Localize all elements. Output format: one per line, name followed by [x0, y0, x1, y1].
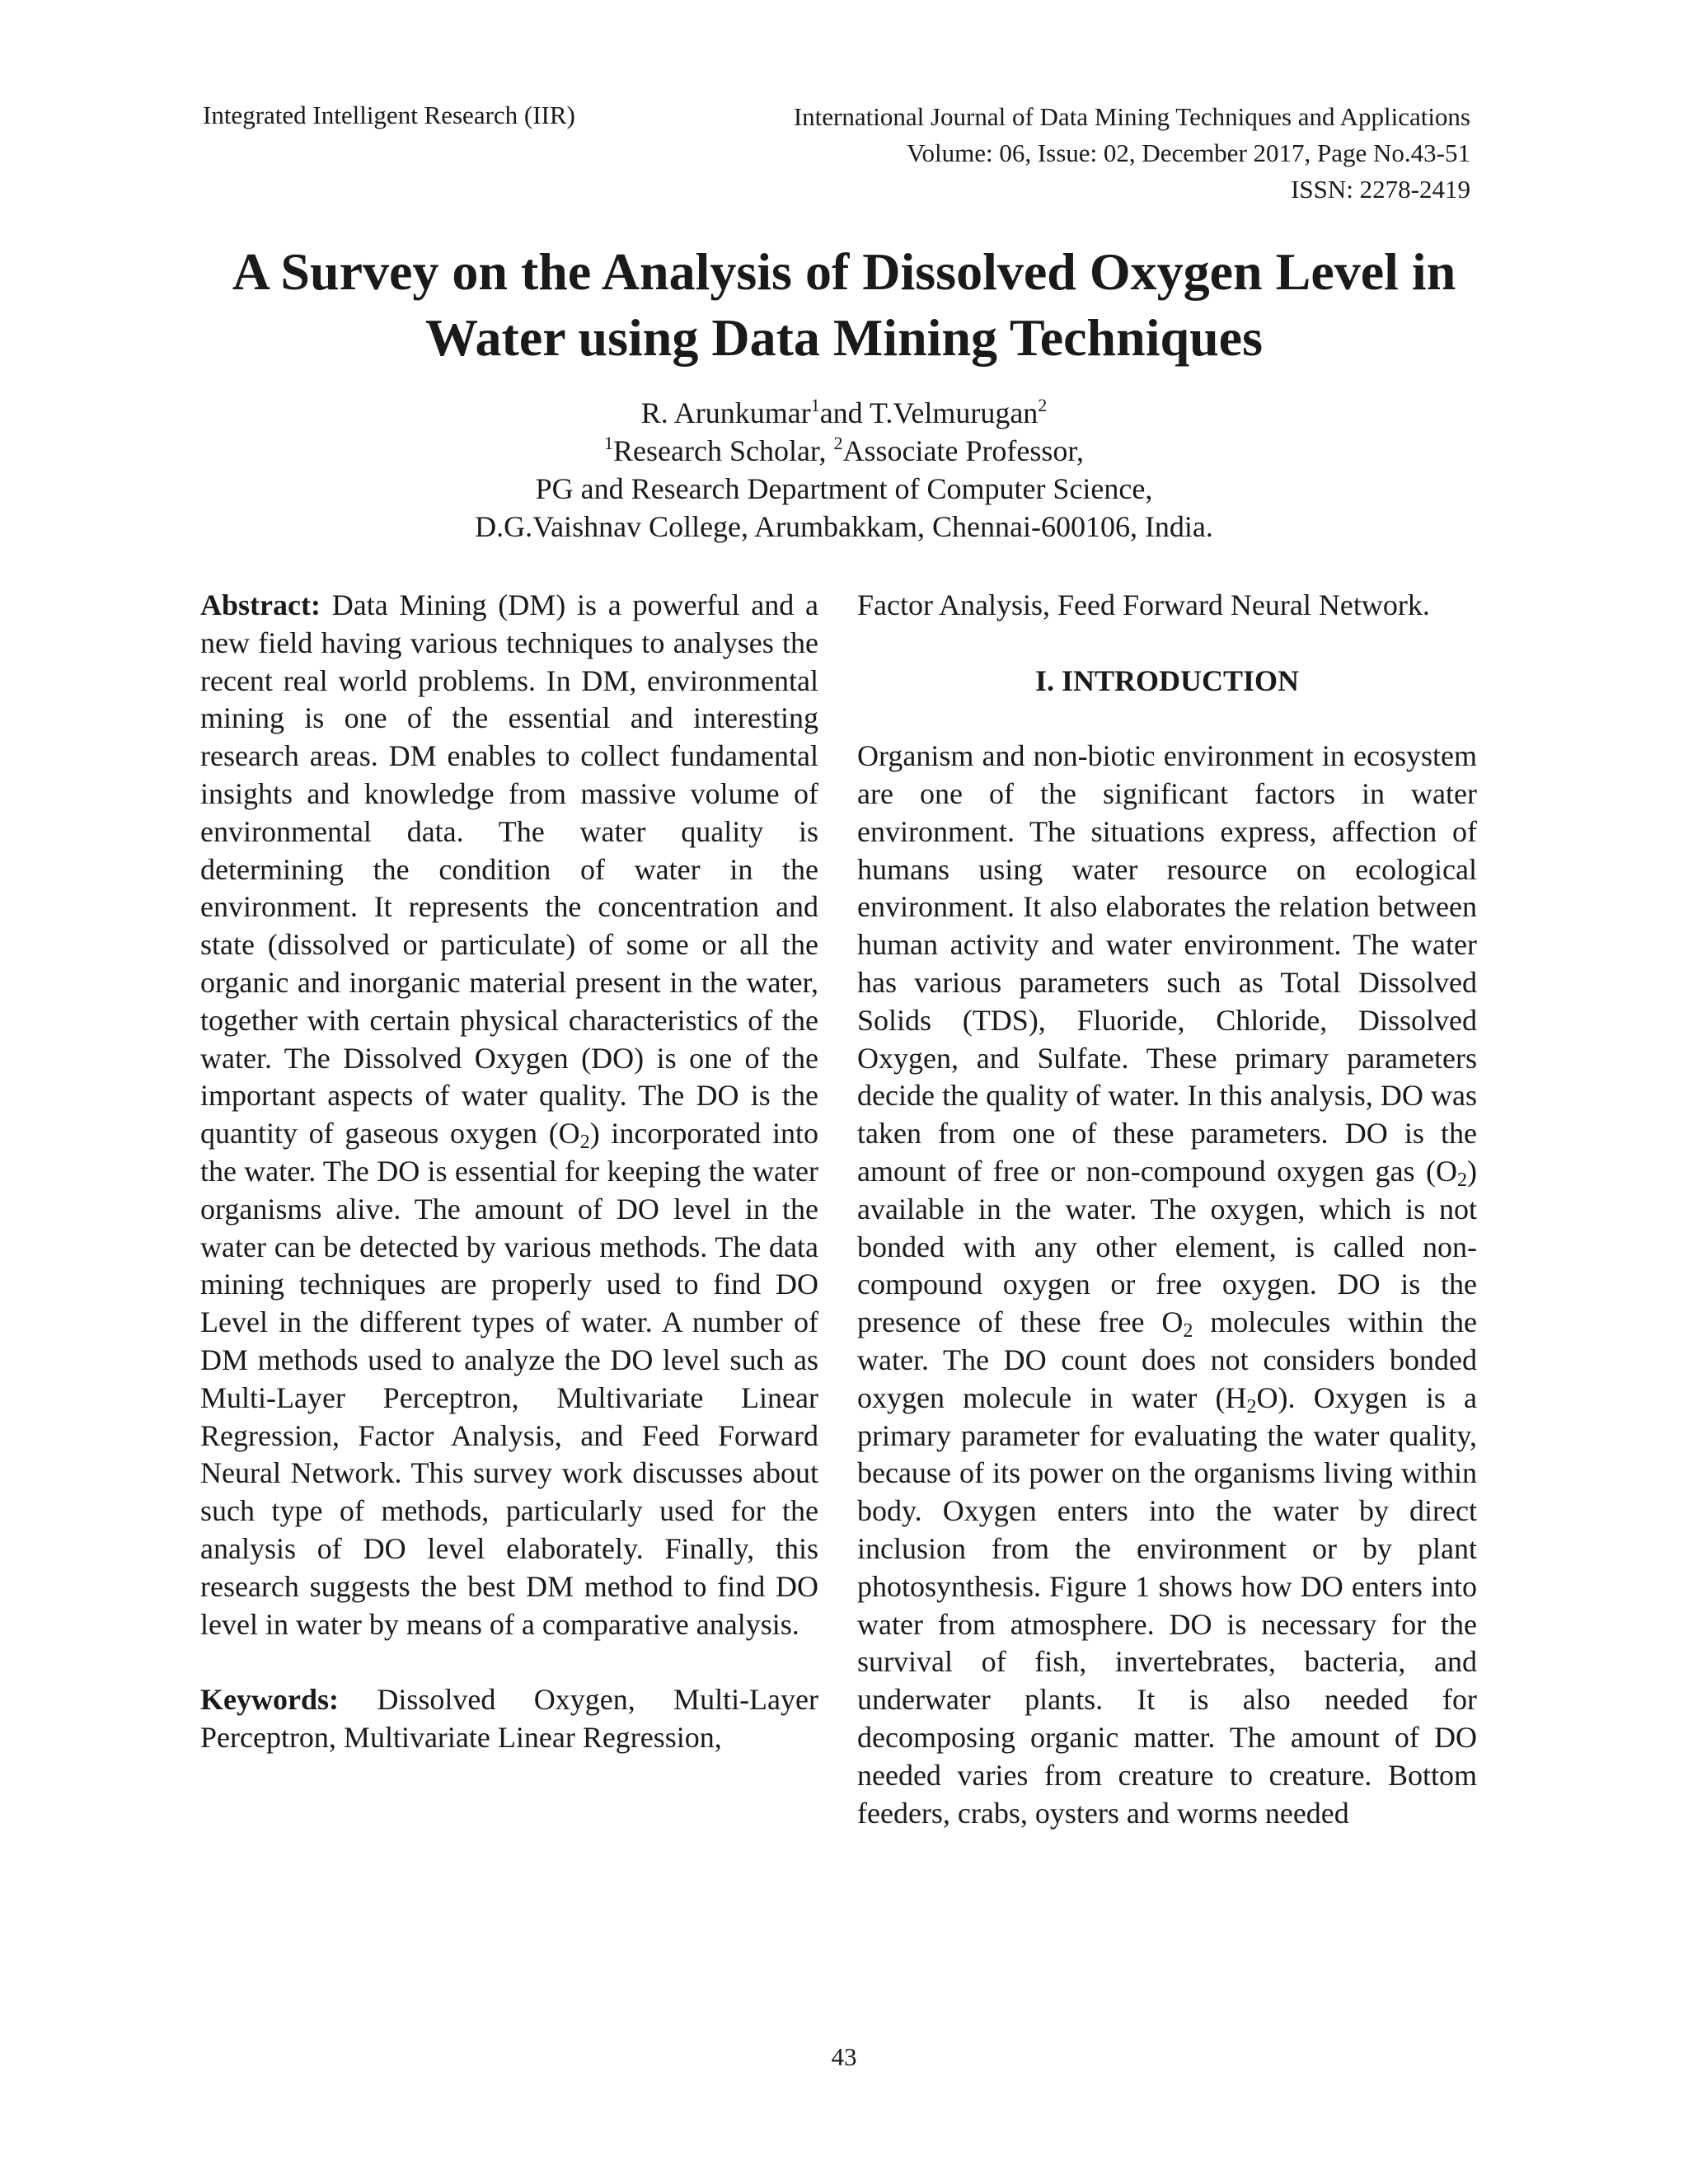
author-names	[247, 394, 1441, 432]
intro-text-4: O). Oxygen is a primary parameter for evaluating the water quality, because of its power on the organisms living within body. Oxygen enters into the water by direct inclusion from the environment or by plant photosynthesis. Figure 1 shows how DO enters into water from atmosphere. DO is necessary for the survival of fish, invertebrates, bacteria, and underwater plants. It is also needed for decomposing organic matter. The amount of DO needed varies from creature to creature. Bottom feeders, crabs, oysters and worms needed	[857, 1380, 1478, 1830]
keywords-text-left: Dissolved Oxygen, Multi-Layer Perceptron, Multivariate Linear Regression,	[200, 1683, 818, 1754]
abstract-text-1: Data Mining (DM) is a powerful and a new field having various techniques to analyses the recent real world problems. In DM, environmental mining is one of the essential and interesting research areas. DM enables to collect fundamental insights and knowledge from massive volume of environmental data. The water quality is determining the condition of water in the environment. It represents the concentration and state (dissolved or particulate) of some or all the organic and inorganic material present in the water, together with certain physical characteristics of the water. The Dissolved Oxygen (DO) is one of the important aspects of water quality. The DO is the quantity of gaseous oxygen (O	[200, 588, 818, 1151]
left-column	[200, 587, 818, 1757]
author-1: R. Arunkumar	[640, 396, 811, 429]
keywords	[200, 1681, 818, 1757]
abstract	[200, 587, 818, 1643]
keywords-continued: Factor Analysis, Feed Forward Neural Network.	[857, 588, 1430, 621]
right-column	[857, 587, 1477, 1832]
author-block	[247, 394, 1441, 546]
role-1-mark: 1	[604, 433, 614, 453]
role-2-mark: 2	[833, 433, 843, 453]
abstract-text-2: ) incorporated into the water. The DO is essential for keeping the water organisms alive. The amount of DO level in the water can be detected by various methods. The data mining techniques are properly used to find DO Level in the different types of water. A number of DM methods used to analyze the DO level such as Multi-Layer Perceptron, Multivariate Linear Regression, Factor Analysis, and Feed Forward Neural Network. This survey work discusses about such type of methods, particularly used for the analysis of DO level elaborately. Finally, this research suggests the best DM method to find DO level in water by means of a comparative analysis.	[200, 1117, 818, 1641]
intro-text-1: Organism and non-biotic environment in ecosystem are one of the significant factors in water environment. The situations express, affection of humans using water resource on ecological environment. It also elaborates the relation between human activity and water environment. The water has various parameters such as Total Dissolved Solids (TDS), Fluoride, Chloride, Dissolved Oxygen, and Sulfate. These primary parameters decide the quality of water. In this analysis, DO was taken from one of these parameters. DO is the amount of free or non-compound oxygen gas (O	[857, 739, 1477, 1188]
author-1-affiliation-mark: 1	[810, 395, 820, 415]
running-header-right	[794, 99, 1470, 208]
paper-title	[165, 239, 1523, 371]
intro-subscript-2: 2	[1183, 1320, 1193, 1343]
title-line-2: Water using Data Mining Techniques	[425, 308, 1263, 367]
journal-name: International Journal of Data Mining Techniques and Applications	[793, 102, 1470, 131]
department: PG and Research Department of Computer Science,	[535, 472, 1153, 505]
author-2: and T.Velmurugan	[819, 396, 1039, 429]
author-roles	[247, 432, 1441, 470]
abstract-label: Abstract:	[200, 588, 321, 621]
section-heading-introduction: I. INTRODUCTION	[1034, 663, 1300, 697]
page-number: 43	[831, 2042, 857, 2071]
volume-info: Volume: 06, Issue: 02, December 2017, Page No.43-51	[907, 138, 1470, 167]
introduction-paragraph	[857, 738, 1477, 1832]
college: D.G.Vaishnav College, Arumbakkam, Chennai-600106, India.	[475, 510, 1213, 543]
intro-text-2: ) available in the water. The oxygen, which is not bonded with any other element, is called non-compound oxygen or free oxygen. DO is the presence of these free O	[857, 1154, 1477, 1339]
running-header-left: Integrated Intelligent Research (IIR)	[203, 101, 575, 129]
intro-subscript-1: 2	[1457, 1169, 1467, 1191]
role-1: Research Scholar,	[613, 434, 834, 467]
role-2: Associate Professor,	[842, 434, 1084, 467]
abstract-subscript: 2	[579, 1132, 590, 1154]
intro-text-3: molecules within the water. The DO count does not considers bonded oxygen molecule in water (H	[857, 1305, 1477, 1414]
issn: ISSN: 2278-2419	[1291, 175, 1470, 204]
keywords-label: Keywords:	[200, 1683, 339, 1717]
author-2-affiliation-mark: 2	[1038, 395, 1048, 415]
intro-subscript-3: 2	[1246, 1395, 1257, 1418]
title-line-1: A Survey on the Analysis of Dissolved Oxygen Level in	[232, 242, 1456, 301]
